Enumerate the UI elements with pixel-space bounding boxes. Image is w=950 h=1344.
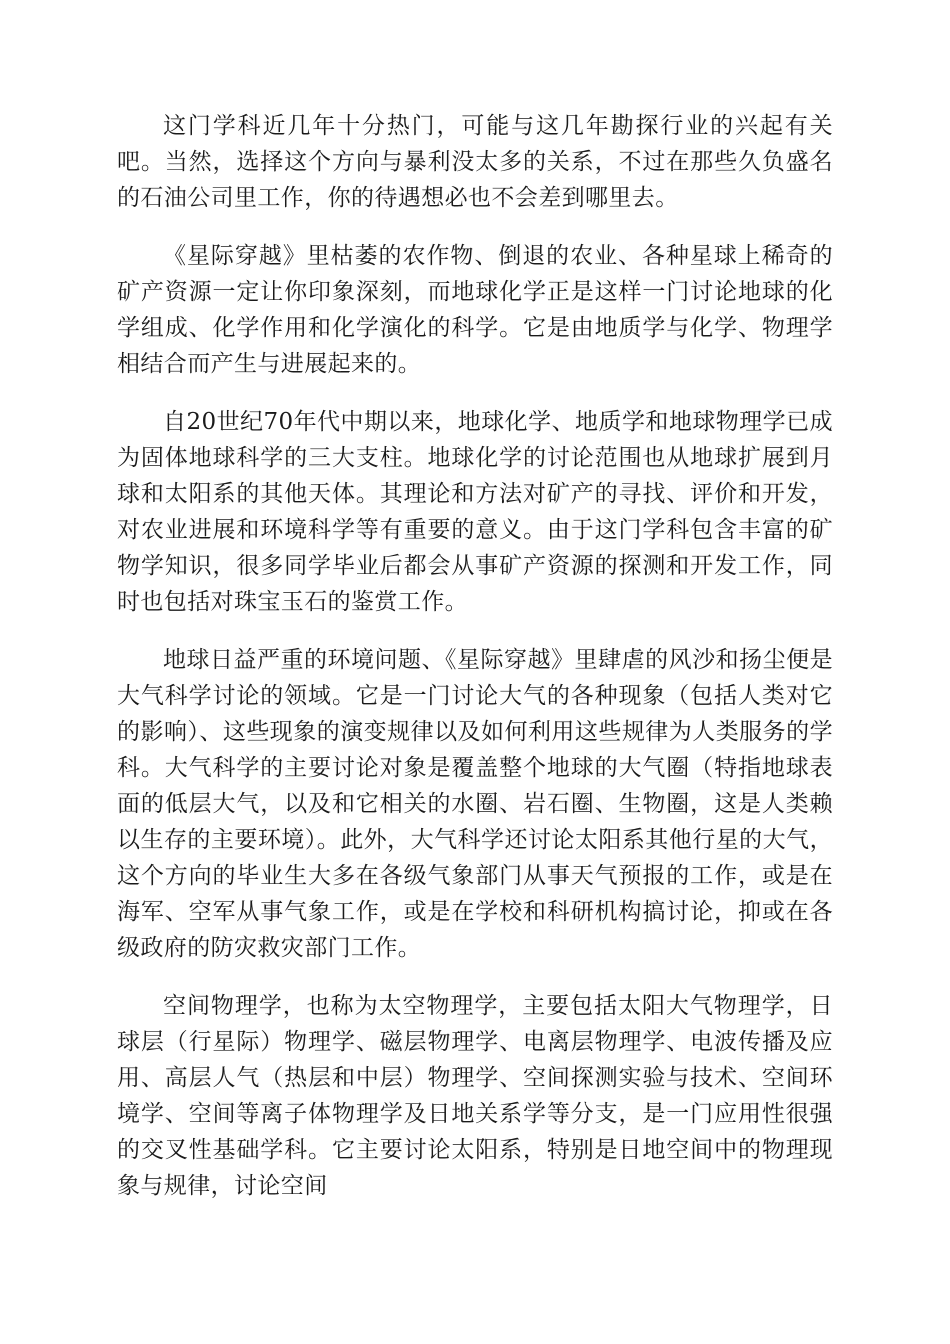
paragraph-atmospheric-science: 地球日益严重的环境问题、《星际穿越》里肆虐的风沙和扬尘便是大气科学讨论的领域。它是一门讨论大气的各种现象（包括人类对它的影响）、这些现象的演变规律以及如何利用这些规律为人类服务的学科。大气科学的主要讨论对象是覆盖整个地球的大气圈（特指地球表面的低层大气，以及和它相关的水圈、岩石圈、生物圈，这是人类赖以生存的主要环境）。此外，大气科学还讨论太阳系其他行星的大气，这个方向的毕业生大多在各级气象部门从事天气预报的工作，或是在海军、空军从事气象工作，或是在学校和科研机构搞讨论，抑或在各级政府的防灾救灾部门工作。 [117,647,833,961]
paragraph-geochemistry-definition: 《星际穿越》里枯萎的农作物、倒退的农业、各种星球上稀奇的矿产资源一定让你印象深刻，而地球化学正是这样一门讨论地球的化学组成、化学作用和化学演化的科学。它是由地质学与化学、物理学相结合而产生与进展起来的。 [117,243,833,377]
paragraph-space-physics: 空间物理学，也称为太空物理学，主要包括太阳大气物理学，日球层（行星际）物理学、磁层物理学、电离层物理学、电波传播及应用、高层人气（热层和中层）物理学、空间探测实验与技术、空间环境学、空间等离子体物理学及日地关系学等分支，是一门应用性很强的交叉性基础学科。它主要讨论太阳系，特别是日地空间中的物理现象与规律，讨论空间 [117,993,833,1199]
document-body [117,108,833,1226]
paragraph-geochemistry-intro: 这门学科近几年十分热门，可能与这几年勘探行业的兴起有关吧。当然，选择这个方向与暴利没太多的关系，不过在那些久负盛名的石油公司里工作，你的待遇想必也不会差到哪里去。 [117,113,833,211]
paragraph-geochemistry-scope: 自20世纪70年代中期以来，地球化学、地质学和地球物理学已成为固体地球科学的三大支柱。地球化学的讨论范围也从地球扩展到月球和太阳系的其他天体。其理论和方法对矿产的寻找、评价和开发，对农业进展和环境科学等有重要的意义。由于这门学科包含丰富的矿物学知识，很多同学毕业后都会从事矿产资源的探测和开发工作，同时也包括对珠宝玉石的鉴赏工作。 [117,409,833,615]
